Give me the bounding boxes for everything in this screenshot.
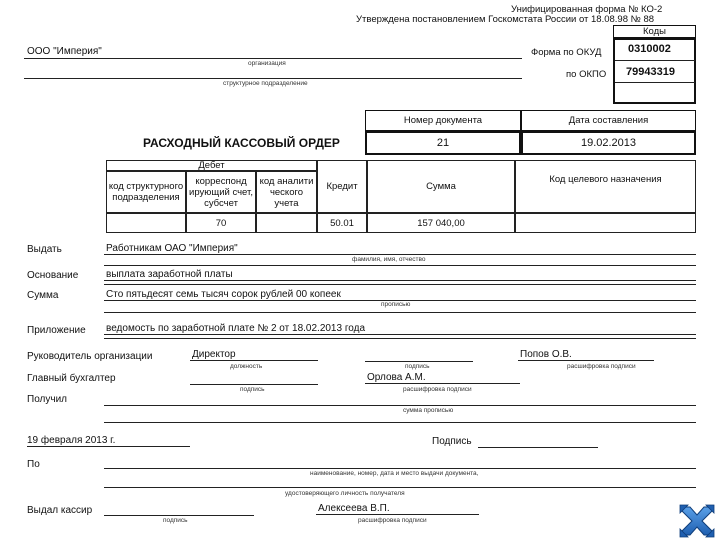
attachment-label: Приложение bbox=[27, 325, 86, 336]
receipt-date: 19 февраля 2013 г. bbox=[27, 435, 190, 447]
received-label: Получил bbox=[27, 394, 67, 405]
col-corr-account: корреспонд ирующий счет, субсчет bbox=[186, 171, 256, 213]
debit-header: Дебет bbox=[106, 160, 317, 171]
form-name: Унифицированная форма № КО-2 bbox=[511, 4, 663, 15]
col-sum: Сумма bbox=[367, 160, 515, 213]
row-purpose bbox=[515, 213, 696, 233]
row-corr-account: 70 bbox=[186, 213, 256, 233]
close-cross-icon[interactable] bbox=[678, 503, 716, 539]
document-number: 21 bbox=[365, 131, 521, 155]
attachment-value: ведомость по заработной плате № 2 от 18.02.2013 года bbox=[104, 323, 696, 335]
accountant-name-caption: расшифровка подписи bbox=[403, 386, 472, 393]
col-credit: Кредит bbox=[317, 160, 367, 213]
col-analytic: код аналити ческого учета bbox=[256, 171, 317, 213]
codes-header: Коды bbox=[613, 25, 696, 38]
sum-caption: прописью bbox=[381, 301, 411, 308]
head-position: Директор bbox=[190, 349, 318, 361]
division-caption: структурное подразделение bbox=[223, 80, 308, 87]
by-caption: наименование, номер, дата и место выдачи документа, bbox=[310, 470, 479, 477]
cashier-name: Алексеева В.П. bbox=[316, 503, 479, 515]
cashier-sign-caption: подпись bbox=[163, 517, 188, 524]
col-purpose: Код целевого назначения bbox=[515, 160, 696, 213]
accountant-name: Орлова А.М. bbox=[365, 372, 520, 384]
row-division bbox=[106, 213, 186, 233]
basis-label: Основание bbox=[27, 270, 79, 281]
col-division: код структурного подразделения bbox=[106, 171, 186, 213]
document-title: РАСХОДНЫЙ КАССОВЫЙ ОРДЕР bbox=[143, 136, 340, 150]
cashier-name-caption: расшифровка подписи bbox=[358, 517, 427, 524]
head-name: Попов О.В. bbox=[518, 349, 654, 361]
head-position-caption: должность bbox=[230, 363, 263, 370]
basis-value: выплата заработной платы bbox=[104, 269, 696, 281]
issue-value: Работникам ОАО "Империя" bbox=[104, 243, 696, 255]
number-label: Номер документа bbox=[365, 110, 521, 131]
head-label: Руководитель организации bbox=[27, 351, 153, 362]
cashier-label: Выдал кассир bbox=[27, 505, 93, 516]
sum-label: Сумма bbox=[27, 290, 59, 301]
row-analytic bbox=[256, 213, 317, 233]
organization-caption: организация bbox=[248, 60, 286, 67]
issue-label: Выдать bbox=[27, 244, 62, 255]
issue-caption: фамилия, имя, отчество bbox=[352, 256, 426, 263]
by-label: По bbox=[27, 459, 40, 470]
okpo-value: 79943319 bbox=[626, 66, 675, 78]
accountant-label: Главный бухгалтер bbox=[27, 373, 116, 384]
okud-value: 0310002 bbox=[628, 43, 671, 55]
receipt-sign-label: Подпись bbox=[432, 436, 472, 447]
id-caption: удостоверяющего личность получателя bbox=[285, 490, 405, 497]
accountant-sign-caption: подпись bbox=[240, 386, 265, 393]
head-name-caption: расшифровка подписи bbox=[567, 363, 636, 370]
head-sign-caption: подпись bbox=[405, 363, 430, 370]
row-sum: 157 040,00 bbox=[367, 213, 515, 233]
sum-value: Сто пятьдесят семь тысяч сорок рублей 00 копеек bbox=[104, 289, 696, 301]
row-credit: 50.01 bbox=[317, 213, 367, 233]
approved-line: Утверждена постановлением Госкомстата России от 18.08.98 № 88 bbox=[356, 14, 655, 25]
date-label: Дата составления bbox=[521, 110, 696, 131]
okud-label: Форма по ОКУД bbox=[531, 47, 602, 58]
okpo-label: по ОКПО bbox=[566, 69, 607, 80]
document-date: 19.02.2013 bbox=[521, 131, 696, 155]
received-caption: сумма прописью bbox=[403, 407, 454, 414]
organization-name: ООО "Империя" bbox=[27, 46, 102, 57]
